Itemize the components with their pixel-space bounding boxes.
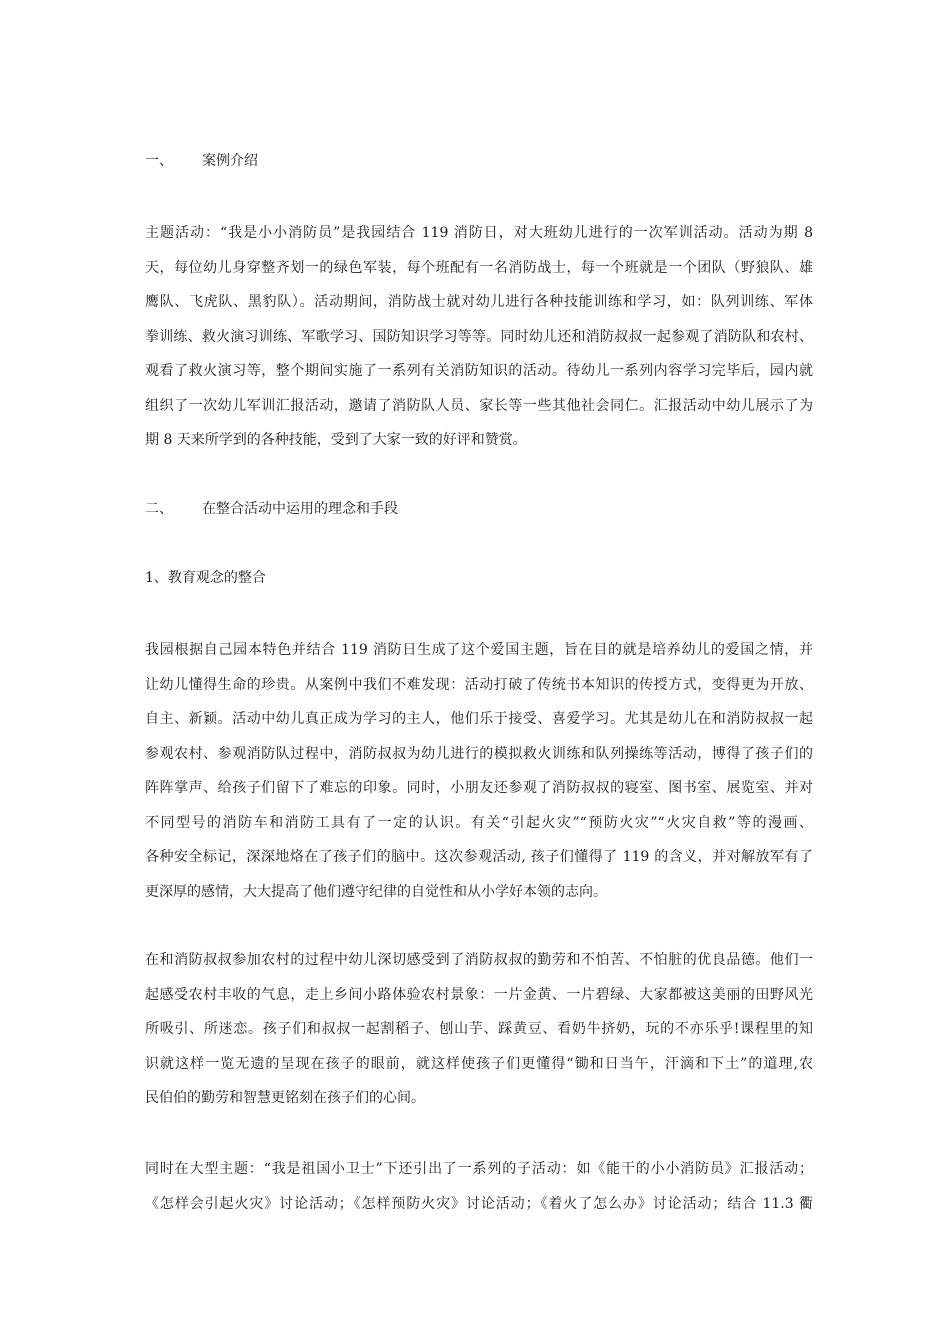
text-line: 同时在大型主题：“我是祖国小卫士”下还引出了一系列的子活动：如《能干的小小消防员》汇报活动； (145, 1161, 813, 1177)
text-line: 民伯伯的勤劳和智慧更铭刻在孩子们的心间。 (145, 1090, 425, 1106)
text-line: 更深厚的感情，大大提高了他们遵守纪律的自觉性和从小学好本领的志向。 (145, 883, 607, 900)
text-line: 各种安全标记，深深地烙在了孩子们的脑中。这次参观活动, 孩子们懂得了 119 的含义，并对解放军有了 (145, 849, 813, 865)
text-line: 主题活动：“我是小小消防员”是我园结合 119 消防日，对大班幼儿进行的一次军训活动。活动为期 8 (145, 225, 813, 241)
paragraph-education-integration (145, 633, 813, 909)
text-line: 不同型号的消防车和消防工具有了一定的认识。有关“引起火灾”“预防火灾”“火灾自救”等的漫画、 (145, 814, 813, 831)
paragraph-countryside-visit (145, 943, 813, 1116)
text-line: 观看了救火演习等，整个期间实施了一系列有关消防知识的活动。待幼儿一系列内容学习完毕后，园内就 (145, 363, 813, 379)
subsection-title: 1、教育观念的整合 (145, 570, 266, 586)
section-title: 案例介绍 (202, 153, 258, 169)
subsection-heading-education-concepts (145, 568, 266, 588)
section-number: 二、 (145, 501, 173, 517)
paragraph-sub-activities (145, 1152, 813, 1221)
text-line: 我园根据自己园本特色并结合 119 消防日生成了这个爱国主题，旨在目的就是培养幼儿的爱国之情，并 (145, 642, 813, 658)
section-heading-case-intro (145, 151, 258, 171)
text-line: 起感受农村丰收的气息，走上乡间小路体验农村景象：一片金黄、一片碧绿、大家都被这美丽的田野风光 (145, 986, 813, 1003)
text-line: 在和消防叔叔参加农村的过程中幼儿深切感受到了消防叔叔的勤劳和不怕苦、不怕脏的优良品德。他们一 (145, 952, 813, 968)
section-heading-concepts (145, 499, 398, 519)
text-line: 天，每位幼儿身穿整齐划一的绿色军装，每个班配有一名消防战士，每一个班就是一个团队（野狼队、雄 (145, 259, 813, 276)
text-line: 组织了一次幼儿军训汇报活动，邀请了消防队人员、家长等一些其他社会同仁。汇报活动中幼儿展示了为 (145, 397, 813, 414)
text-line: 让幼儿懂得生命的珍贵。从案例中我们不难发现：活动打破了传统书本知识的传授方式，变得更为开放、 (145, 676, 813, 693)
paragraph-case-description (145, 216, 813, 458)
text-line: 阵阵掌声、给孩子们留下了难忘的印象。同时，小朋友还参观了消防叔叔的寝室、图书室、展览室、并对 (145, 780, 813, 796)
text-line: 期 8 天来所学到的各种技能，受到了大家一致的好评和赞赏。 (145, 432, 527, 448)
text-line: 参观农村、参观消防队过程中，消防叔叔为幼儿进行的模拟救火训练和队列操练等活动，博得了孩子们的 (145, 745, 813, 762)
text-line: 所吸引、所迷恋。孩子们和叔叔一起割稻子、刨山芋、踩黄豆、看奶牛挤奶，玩的不亦乐乎!课程里的知 (145, 1021, 813, 1037)
text-line: 自主、新颖。活动中幼儿真正成为学习的主人，他们乐于接受、喜爱学习。尤其是幼儿在和消防叔叔一起 (145, 711, 813, 727)
section-title: 在整合活动中运用的理念和手段 (202, 501, 398, 517)
text-line: 识就这样一览无遗的呈现在孩子的眼前，就这样使孩子们更懂得“锄和日当午，汗滴和下土”的道理,农 (145, 1055, 813, 1072)
text-line: 鹰队、飞虎队、黑豹队）。活动期间，消防战士就对幼儿进行各种技能训练和学习，如：队列训练、军体 (145, 294, 813, 310)
section-number: 一、 (145, 153, 173, 169)
text-line: 《怎样会引起火灾》讨论活动；《怎样预防火灾》讨论活动；《着火了怎么办》讨论活动；结合 11.3 衢 (145, 1195, 813, 1212)
text-line: 拳训练、救火演习训练、军歌学习、国防知识学习等等。同时幼儿还和消防叔叔一起参观了消防队和农村、 (145, 328, 813, 345)
